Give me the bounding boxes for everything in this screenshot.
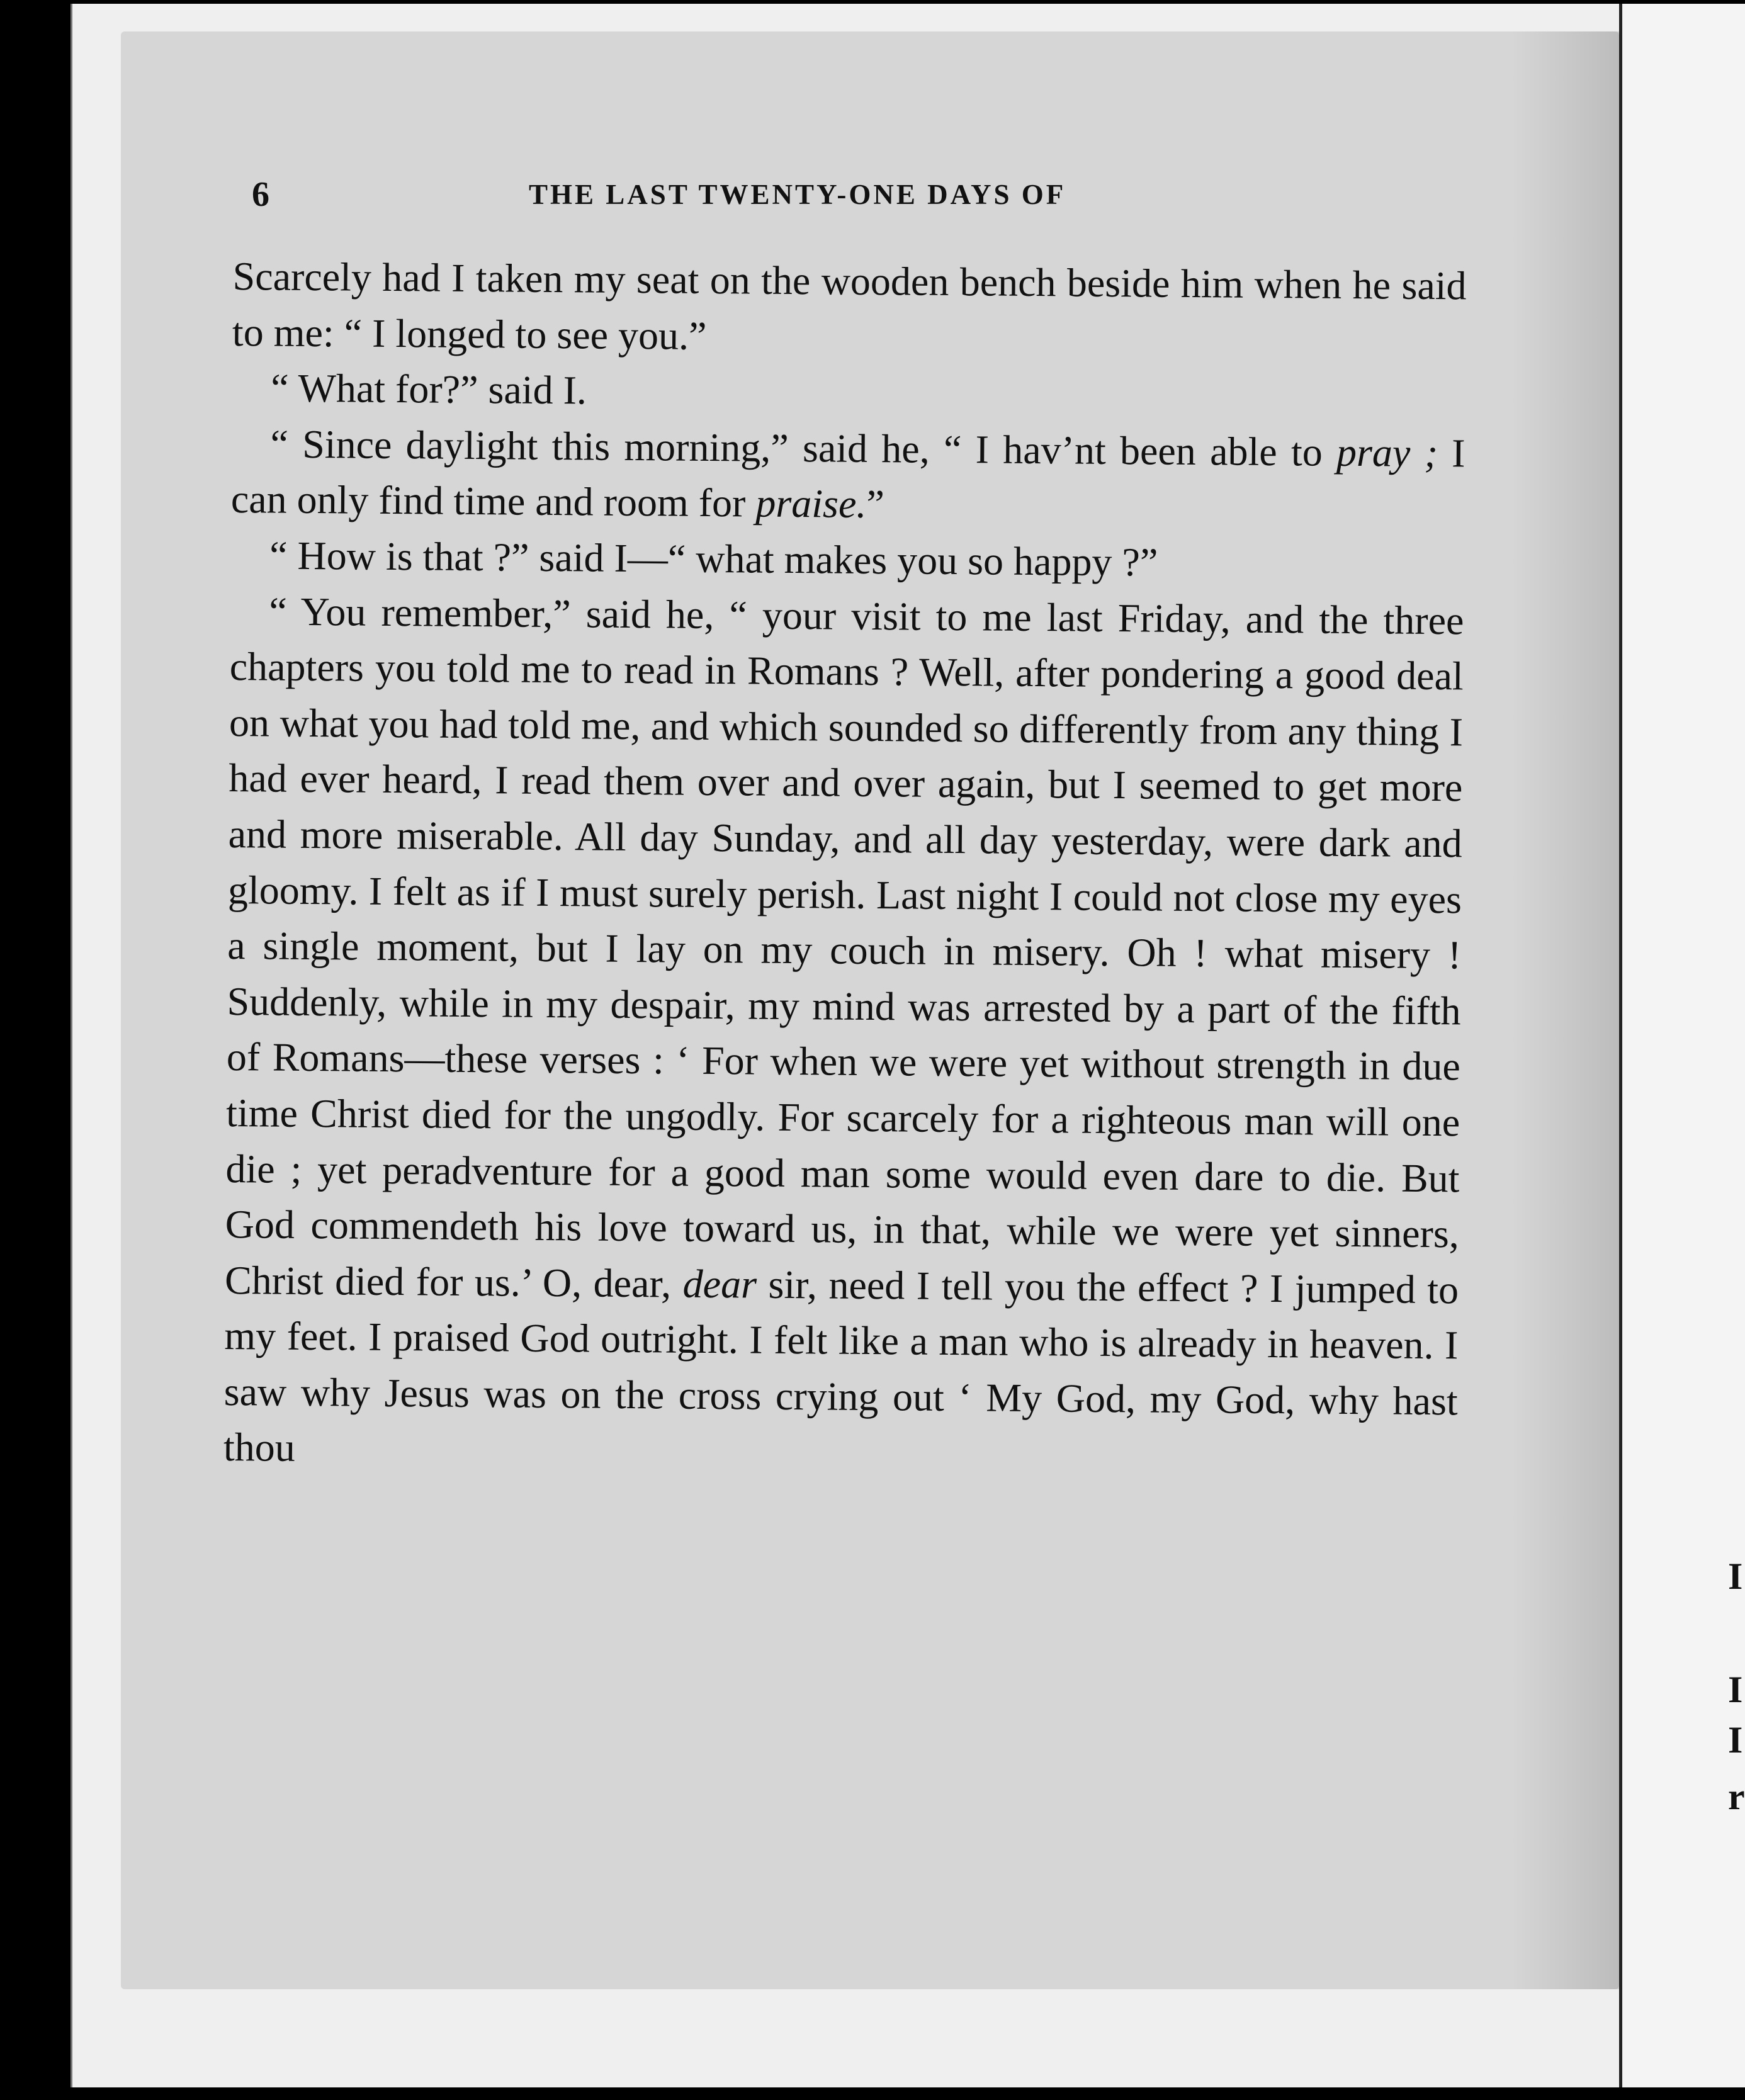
paragraph-3 (231, 416, 1465, 538)
paragraph-3-text-b: I can only find time and room for (230, 430, 1465, 526)
italic-praise: praise. (755, 480, 867, 527)
paragraph-5-text-b: sir, need I tell you the effect ? I jumped to my feet. I praised God outright. I felt like a man who is already in heaven. I saw why Jesus was on the cross crying out ‘ My God, my God, why hast thou (223, 1262, 1459, 1471)
running-head-title: THE LAST TWENTY-ONE DAYS OF (529, 179, 1066, 210)
page-number: 6 (252, 175, 269, 214)
paragraph-5-text-a: “ You remember,” said he, “ your visit to me last Friday, and the three chapters you told me to read in Romans ? Well, after pondering a good deal on what you had told me, and which sounded so differently from any thing I had ever heard, I read them over and over again, but I seemed to get more and more miserable. All day Sunday, and all day yesterday, were dark and gloomy. I felt as if I must surely perish. Last night I could not close my eyes a single moment, but I lay on my couch in misery. Oh ! what misery ! Suddenly, while in my despair, my mind was arrested by a part of the fifth of Romans—these verses : ‘ For when we were yet without strength in due time Christ died for the ungodly. For scarcely for a righteous man will one die ; yet peradventure for a good man some would even dare to die. But God commendeth his love toward us, in that, while we were yet sinners, Christ died for us.’ O, dear, (224, 589, 1464, 1306)
right-page-fragment: r (1728, 1776, 1745, 1817)
paragraph-3-text-a: “ Since daylight this morning,” said he, “ I hav’nt been able to (270, 421, 1337, 475)
right-page-fragment: I (1728, 1555, 1743, 1597)
body-text (223, 249, 1467, 1485)
running-head (252, 174, 1511, 218)
right-page (1619, 4, 1745, 2087)
italic-dear: dear (682, 1261, 757, 1307)
right-page-fragment: I (1728, 1669, 1743, 1710)
paragraph-1: Scarcely had I taken my seat on the wooden bench beside him when he said to me: “ I longed to see you.” (232, 253, 1467, 358)
italic-pray: pray ; (1336, 429, 1438, 475)
paragraph-4: “ How is that ?” said I—“ what makes you so happy ?” (269, 533, 1158, 585)
right-page-fragment: I (1728, 1719, 1743, 1761)
paragraph-5 (223, 584, 1464, 1486)
gutter-shadow (1511, 31, 1619, 1989)
paragraph-3-text-c: ” (866, 482, 885, 527)
paragraph-2: “ What for?” said I. (270, 365, 587, 413)
